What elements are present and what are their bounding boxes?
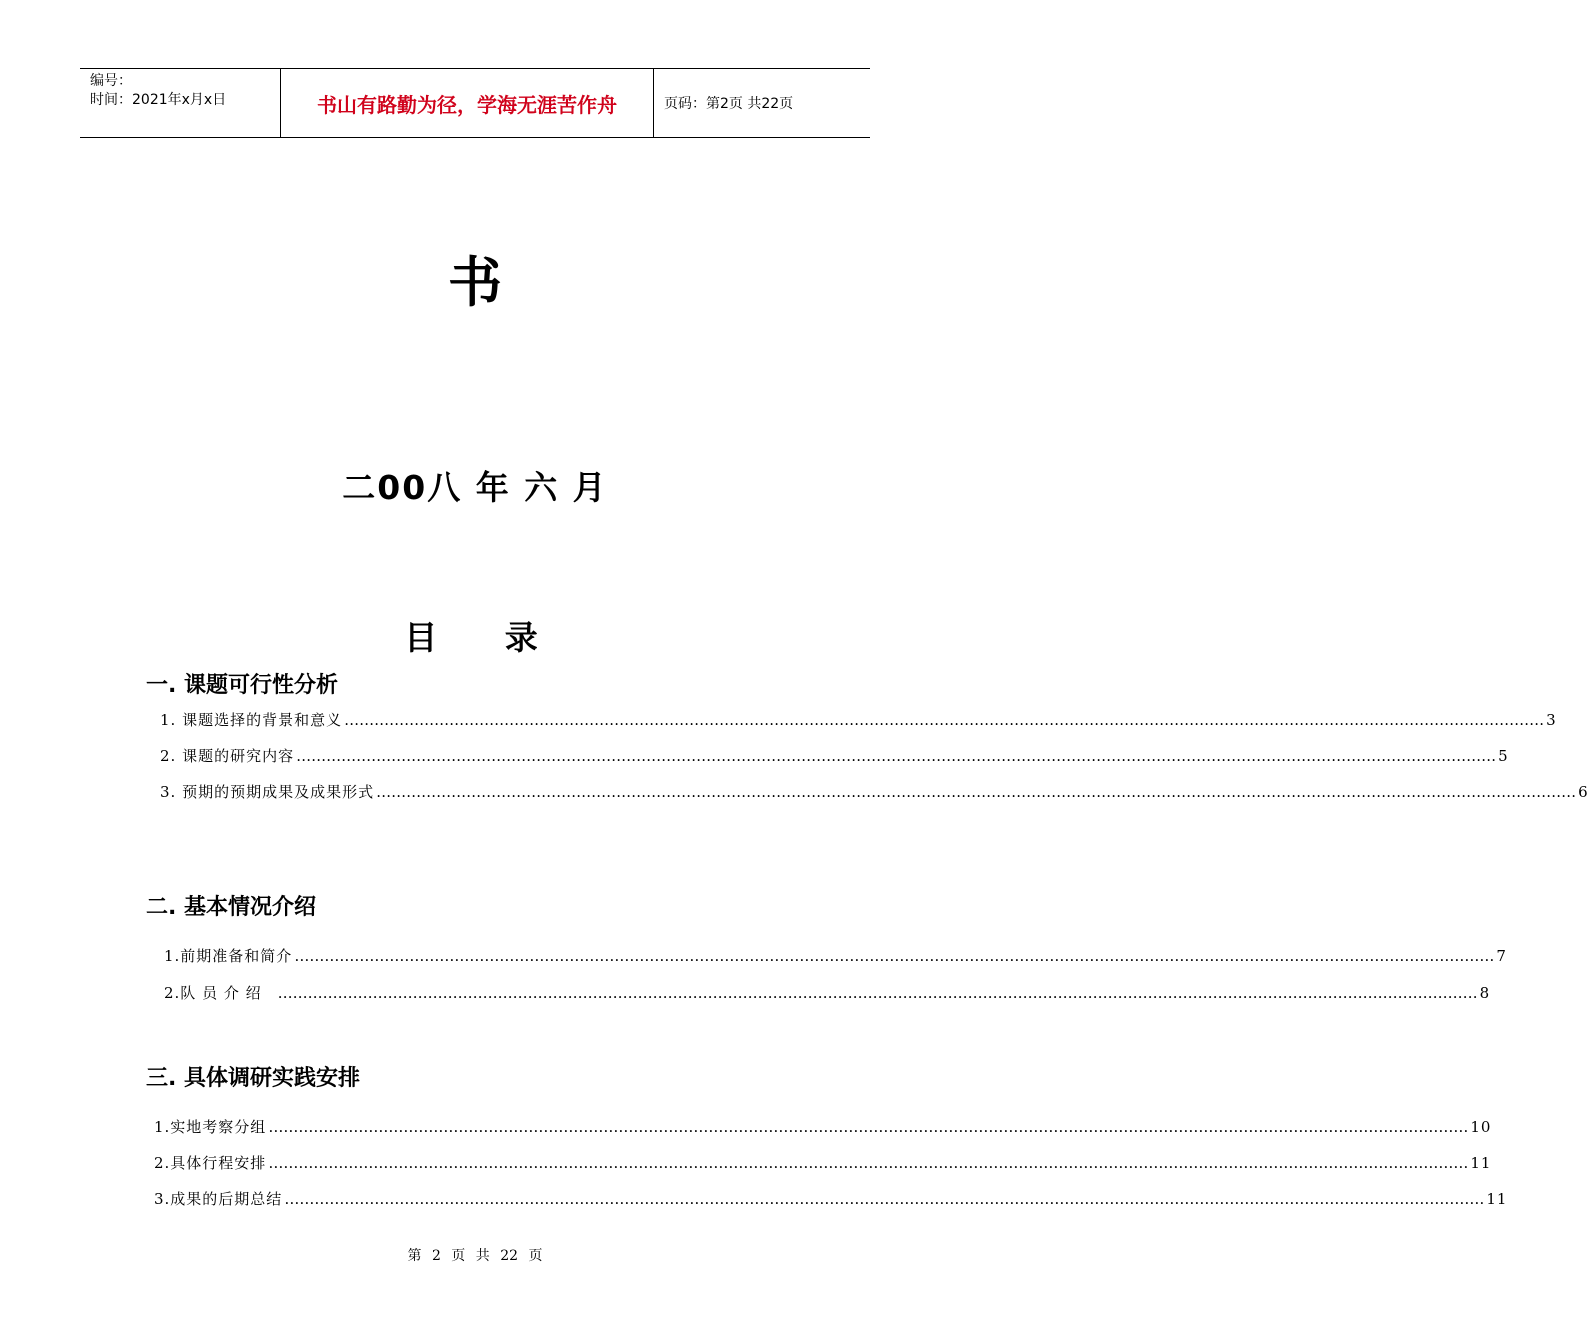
toc-entry[interactable] xyxy=(164,945,1507,966)
toc-entry-label: 2.具体行程安排 xyxy=(154,1154,267,1172)
toc-entry[interactable] xyxy=(164,982,1491,1003)
toc-entry-page: 11 xyxy=(1470,1154,1492,1172)
toc-entry-page: 5 xyxy=(1498,747,1509,765)
toc-entry[interactable] xyxy=(154,1116,1492,1137)
header-motto: 书山有路勤为径，学海无涯苦作舟 xyxy=(281,69,654,137)
toc-entry-label: 2. 课题的研究内容 xyxy=(160,747,295,765)
toc-entry-page: 11 xyxy=(1486,1190,1508,1208)
toc-entry-label: 1.前期准备和简介 xyxy=(164,947,293,965)
toc-section-1-title: 一. 课题可行性分析 xyxy=(146,673,339,698)
header-meta xyxy=(80,69,281,137)
toc-section-2-title: 二. 基本情况介绍 xyxy=(146,895,317,920)
toc-entry-page: 8 xyxy=(1479,984,1491,1002)
cover-date: 二00八 年 六 月 xyxy=(342,468,608,507)
page-footer: 第 2 页 共 22 页 xyxy=(407,1248,543,1264)
toc-entry[interactable] xyxy=(154,1188,1508,1209)
header-page-info: 页码：第2页 共22页 xyxy=(664,96,794,112)
toc-dot-leader: …………………………………………………………………………………………………………………………………………………………………………………………………………………… xyxy=(344,711,1545,729)
toc-entry-label: 3. 预期的预期成果及成果形式 xyxy=(160,783,375,801)
toc-dot-leader: …………………………………………………………………………………………………………………………………………………………………………………………………………………… xyxy=(376,783,1577,801)
toc-entry[interactable] xyxy=(160,781,1589,802)
header-number-label: 编号： xyxy=(90,73,132,89)
toc-title: 目 录 xyxy=(404,618,566,657)
toc-entry[interactable] xyxy=(160,745,1509,766)
page-header xyxy=(80,68,870,138)
toc-dot-leader: …………………………………………………………………………………………………………………………………………………………………………………………………………………… xyxy=(296,747,1497,765)
toc-entry-page: 10 xyxy=(1470,1118,1492,1136)
toc-dot-leader: …………………………………………………………………………………………………………………………………………………………………………………………………………………… xyxy=(268,1154,1469,1172)
toc-dot-leader: …………………………………………………………………………………………………………………………………………………………………………………………………………………… xyxy=(277,984,1478,1002)
toc-entry-label: 3.成果的后期总结 xyxy=(154,1190,283,1208)
toc-dot-leader: …………………………………………………………………………………………………………………………………………………………………………………………………………………… xyxy=(284,1190,1485,1208)
cover-title-char: 书 xyxy=(448,251,502,314)
toc-entry-label: 1. 课题选择的背景和意义 xyxy=(160,711,343,729)
toc-section-3-title: 三. 具体调研实践安排 xyxy=(146,1066,361,1091)
toc-entry-label: 1.实地考察分组 xyxy=(154,1118,267,1136)
toc-entry-page: 3 xyxy=(1546,711,1557,729)
header-time-label: 时间：2021年x月x日 xyxy=(90,92,227,108)
toc-dot-leader: …………………………………………………………………………………………………………………………………………………………………………………………………………………… xyxy=(268,1118,1469,1136)
toc-entry[interactable] xyxy=(160,709,1557,730)
toc-entry[interactable] xyxy=(154,1152,1492,1173)
toc-entry-page: 7 xyxy=(1496,947,1507,965)
toc-dot-leader: …………………………………………………………………………………………………………………………………………………………………………………………………………………… xyxy=(294,947,1495,965)
toc-entry-label: 2.队 员 介 绍 xyxy=(164,984,262,1002)
toc-entry-page: 6 xyxy=(1578,783,1589,801)
